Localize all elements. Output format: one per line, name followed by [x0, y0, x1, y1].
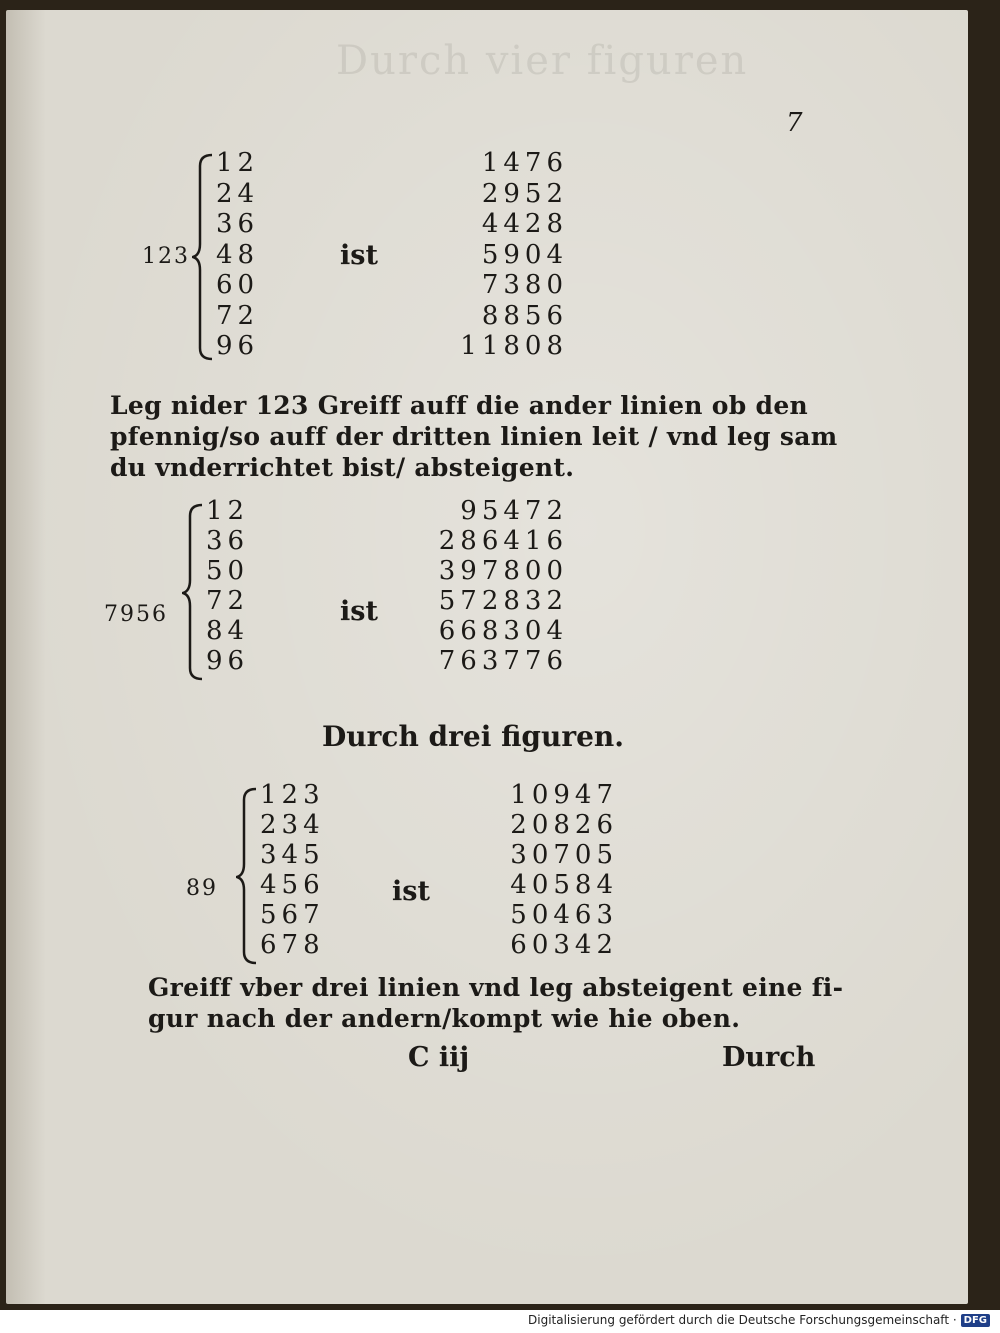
table-3-left-cell: 123 [260, 780, 325, 810]
table-2-left-cell: 50 [206, 556, 250, 586]
table-3-ist: ist [392, 876, 430, 907]
paragraph-2-line: gur nach der andern/kompt wie hie oben. [148, 1004, 741, 1033]
credit-text: Digitalisierung gefördert durch die Deutsche Forschungsgemeinschaft · [528, 1313, 957, 1327]
table-1-left-cell: 72 [216, 300, 260, 331]
table-3-brace [236, 786, 260, 966]
digitization-credit [528, 1313, 990, 1327]
table-3-left-cell: 678 [260, 930, 325, 960]
table-2-left-column [206, 496, 249, 676]
signature-mark: C iij [408, 1042, 470, 1073]
table-1-left-cell: 24 [216, 178, 260, 209]
table-3-right-cell: 10947 [510, 780, 618, 810]
bleed-through-heading: Durch vier figuren [336, 38, 749, 84]
table-1-ist: ist [340, 240, 378, 271]
table-1-right-cell: 11808 [460, 331, 568, 361]
paragraph-2 [148, 972, 868, 1034]
table-3-multiplier: 89 [186, 876, 218, 901]
table-2-right-cell: 763776 [438, 646, 568, 676]
table-3-left-cell: 234 [260, 810, 325, 840]
table-2-left-cell: 12 [206, 496, 250, 526]
table-2-left-cell: 72 [206, 586, 250, 616]
table-2-right-cell: 286416 [438, 526, 568, 556]
page-number: 7 [786, 108, 803, 138]
paragraph-2-line: Greiff vber drei linien vnd leg absteigent eine fi- [148, 973, 844, 1002]
table-1-right-cell: 1476 [481, 148, 568, 178]
section-heading: Durch drei figuren. [322, 720, 625, 753]
table-2-left-cell: 96 [206, 646, 250, 676]
table-2-brace [182, 502, 206, 682]
table-2-right-column [422, 496, 568, 676]
table-2-left-cell: 36 [206, 526, 250, 556]
table-2-multiplier: 7956 [104, 602, 168, 627]
table-1-right-cell: 5904 [481, 239, 568, 270]
table-3-right-cell: 50463 [510, 900, 618, 930]
table-3-left-cell: 345 [260, 840, 325, 870]
table-3-left-column [260, 780, 325, 960]
table-1-left-cell: 60 [216, 270, 260, 300]
table-3-right-column [490, 780, 618, 960]
table-2-right-cell: 572832 [438, 586, 568, 616]
catchword: Durch [722, 1042, 816, 1073]
table-1-left-cell: 36 [216, 209, 260, 239]
table-1-left-column [216, 148, 259, 362]
paragraph-1-line: du vnderrichtet bist/ absteigent. [110, 453, 575, 482]
table-1-right-cell: 2952 [481, 178, 568, 209]
paragraph-1-line: Leg nider 123 Greiff auff die ander linien ob den [110, 391, 809, 420]
paragraph-1 [110, 390, 838, 483]
table-1-right-column [446, 148, 568, 362]
table-2-left-cell: 84 [206, 616, 250, 646]
table-1-left-cell: 12 [216, 148, 260, 178]
table-3-right-cell: 30705 [510, 840, 618, 870]
table-3-left-cell: 567 [260, 900, 325, 930]
table-1-left-cell: 96 [216, 331, 260, 361]
table-1-right-cell: 8856 [481, 300, 568, 331]
table-3-right-cell: 40584 [510, 870, 618, 900]
table-1-right-cell: 4428 [481, 209, 568, 239]
table-3-right-cell: 20826 [510, 810, 618, 840]
table-1-left-cell: 48 [216, 239, 260, 270]
table-2-right-cell: 397800 [438, 556, 568, 586]
paragraph-1-line: pfennig/so auff der dritten linien leit / vnd leg sam [110, 422, 838, 451]
table-2-right-cell: 668304 [438, 616, 568, 646]
table-1-brace [192, 152, 216, 362]
book-page [6, 10, 968, 1304]
table-1-right-cell: 7380 [481, 270, 568, 300]
table-3-left-cell: 456 [260, 870, 325, 900]
table-2-ist: ist [340, 596, 378, 627]
table-3-right-cell: 60342 [510, 930, 618, 960]
table-2-right-cell: 95472 [460, 496, 568, 526]
table-1-multiplier: 123 [142, 244, 190, 269]
dfg-logo-icon: DFG [961, 1314, 990, 1327]
